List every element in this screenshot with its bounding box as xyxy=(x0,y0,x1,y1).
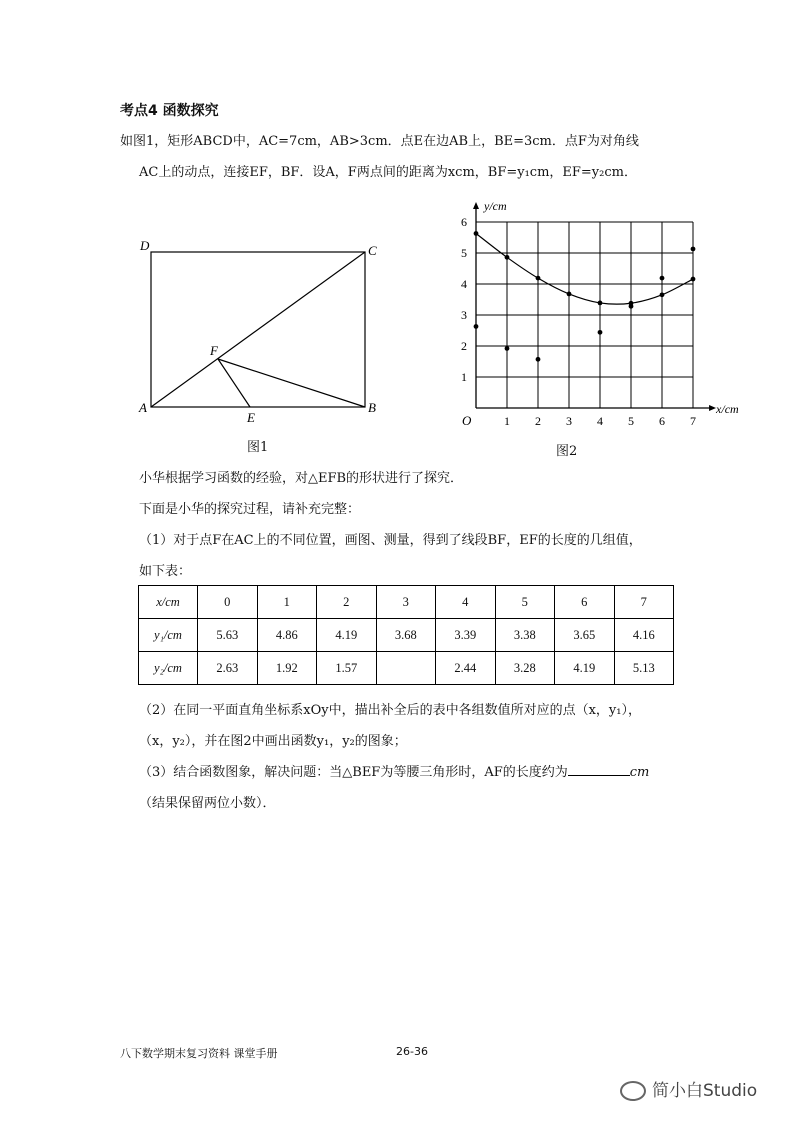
y-axis-arrow xyxy=(473,202,479,209)
x-tick-label: 1 xyxy=(504,414,510,428)
table-cell: 1.57 xyxy=(317,652,377,685)
intro-line-1: 如图1，矩形ABCD中，AC=7cm，AB>3cm．点E在边AB上，BE=3cm．点F为对角线 xyxy=(120,134,639,149)
y-axis-label: y/cm xyxy=(484,199,507,214)
footer-title: 八下数学期末复习资料 课堂手册 xyxy=(120,1047,278,1060)
table-cell: 2.63 xyxy=(198,652,258,685)
question-2-line-2: （x，y₂），并在图2中画出函数y₁，y₂的图象； xyxy=(139,734,407,749)
text-line-1: 小华根据学习函数的经验，对△EFB的形状进行了探究． xyxy=(139,471,464,486)
label-e: E xyxy=(247,410,255,425)
table-cell: 5.63 xyxy=(198,619,258,652)
label-a: A xyxy=(139,400,147,415)
label-b: B xyxy=(368,400,376,415)
table-cell: 5 xyxy=(495,586,555,619)
section-heading: 考点4 函数探究 xyxy=(120,103,219,119)
label-c: C xyxy=(368,243,377,258)
data-point-y2 xyxy=(474,324,479,329)
x-tick-label: 5 xyxy=(628,414,634,428)
segment-fe xyxy=(218,359,250,407)
data-point-y2 xyxy=(536,357,541,362)
table-cell-blank xyxy=(376,652,436,685)
chat-bubble-icon xyxy=(620,1081,646,1101)
data-point-y1 xyxy=(660,292,665,297)
table-cell: 3.65 xyxy=(555,619,615,652)
data-point-y2 xyxy=(691,247,696,252)
table-row xyxy=(139,652,674,685)
label-d: D xyxy=(140,238,150,253)
table-cell: 2.44 xyxy=(436,652,496,685)
y-tick-label: 6 xyxy=(461,215,467,229)
label-f: F xyxy=(210,343,218,358)
segment-fb xyxy=(218,359,365,407)
table-cell: 3.38 xyxy=(495,619,555,652)
data-point-y1 xyxy=(536,276,541,281)
figure-2-caption: 图2 xyxy=(556,444,578,459)
question-1-line-2: 如下表： xyxy=(139,564,192,579)
table-cell: 6 xyxy=(555,586,615,619)
table-cell: 4.86 xyxy=(257,619,317,652)
y-tick-label: 1 xyxy=(461,370,467,384)
x-tick-label: 2 xyxy=(535,414,541,428)
table-cell: 3.28 xyxy=(495,652,555,685)
figure-1-caption: 图1 xyxy=(247,440,269,455)
origin-label: O xyxy=(462,413,472,428)
y-tick-label: 5 xyxy=(461,246,467,260)
x-tick-label: 3 xyxy=(566,414,572,428)
figure-2-chart xyxy=(450,190,745,430)
table-cell: 4.16 xyxy=(614,619,674,652)
row-header: x/cm xyxy=(139,586,198,619)
table-cell: 3 xyxy=(376,586,436,619)
table-cell: 4 xyxy=(436,586,496,619)
table-cell: 1 xyxy=(257,586,317,619)
data-table xyxy=(138,585,674,685)
table-cell: 0 xyxy=(198,586,258,619)
x-axis-label: x/cm xyxy=(716,402,739,416)
data-point-y2 xyxy=(505,346,510,351)
table-row xyxy=(139,586,674,619)
data-point-y1 xyxy=(567,292,572,297)
table-cell: 3.39 xyxy=(436,619,496,652)
data-point-y2 xyxy=(598,330,603,335)
figure-1-rectangle xyxy=(130,230,390,430)
watermark-text: 简小白Studio xyxy=(652,1081,758,1101)
question-3-text: （3）结合函数图象，解决问题：当△BEF为等腰三角形时，AF的长度约为 xyxy=(139,765,568,780)
question-1-line-1: （1）对于点F在AC上的不同位置，画图、测量，得到了线段BF，EF的长度的几组值， xyxy=(139,533,642,548)
x-tick-label: 7 xyxy=(690,414,696,428)
table-cell: 3.68 xyxy=(376,619,436,652)
intro-line-2: AC上的动点，连接EF，BF．设A，F两点间的距离为xcm，BF=y₁cm，EF=y₂cm． xyxy=(139,165,637,180)
question-2-line-1: （2）在同一平面直角坐标系xOy中，描出补全后的表中各组数值所对应的点（x，y₁）， xyxy=(139,703,641,718)
table-cell: 4.19 xyxy=(555,652,615,685)
table-cell: 7 xyxy=(614,586,674,619)
y-tick-label: 3 xyxy=(461,308,467,322)
table-row xyxy=(139,619,674,652)
answer-blank[interactable] xyxy=(568,762,630,776)
data-point-y1 xyxy=(598,301,603,306)
row-header: y₂/cm xyxy=(139,652,198,685)
data-point-y1 xyxy=(691,277,696,282)
question-3-line-1 xyxy=(139,762,649,784)
row-header: y₁/cm xyxy=(139,619,198,652)
question-3-line-2: （结果保留两位小数）． xyxy=(139,796,276,811)
footer-page-number: 26-36 xyxy=(396,1045,428,1058)
y-tick-label: 2 xyxy=(461,339,467,353)
table-cell: 1.92 xyxy=(257,652,317,685)
text-line-2: 下面是小华的探究过程，请补充完整： xyxy=(139,502,361,517)
diagonal-ac xyxy=(151,252,365,407)
data-point-y2 xyxy=(629,304,634,309)
watermark xyxy=(620,1076,757,1101)
data-point-y2 xyxy=(660,276,665,281)
table-cell: 2 xyxy=(317,586,377,619)
x-tick-label: 6 xyxy=(659,414,665,428)
x-tick-label: 4 xyxy=(597,414,603,428)
table-cell: 5.13 xyxy=(614,652,674,685)
data-point-y1 xyxy=(474,231,479,236)
answer-unit: cm xyxy=(629,765,650,780)
x-axis-arrow xyxy=(709,405,716,411)
y-tick-label: 4 xyxy=(461,277,467,291)
data-point-y1 xyxy=(505,255,510,260)
table-cell: 4.19 xyxy=(317,619,377,652)
